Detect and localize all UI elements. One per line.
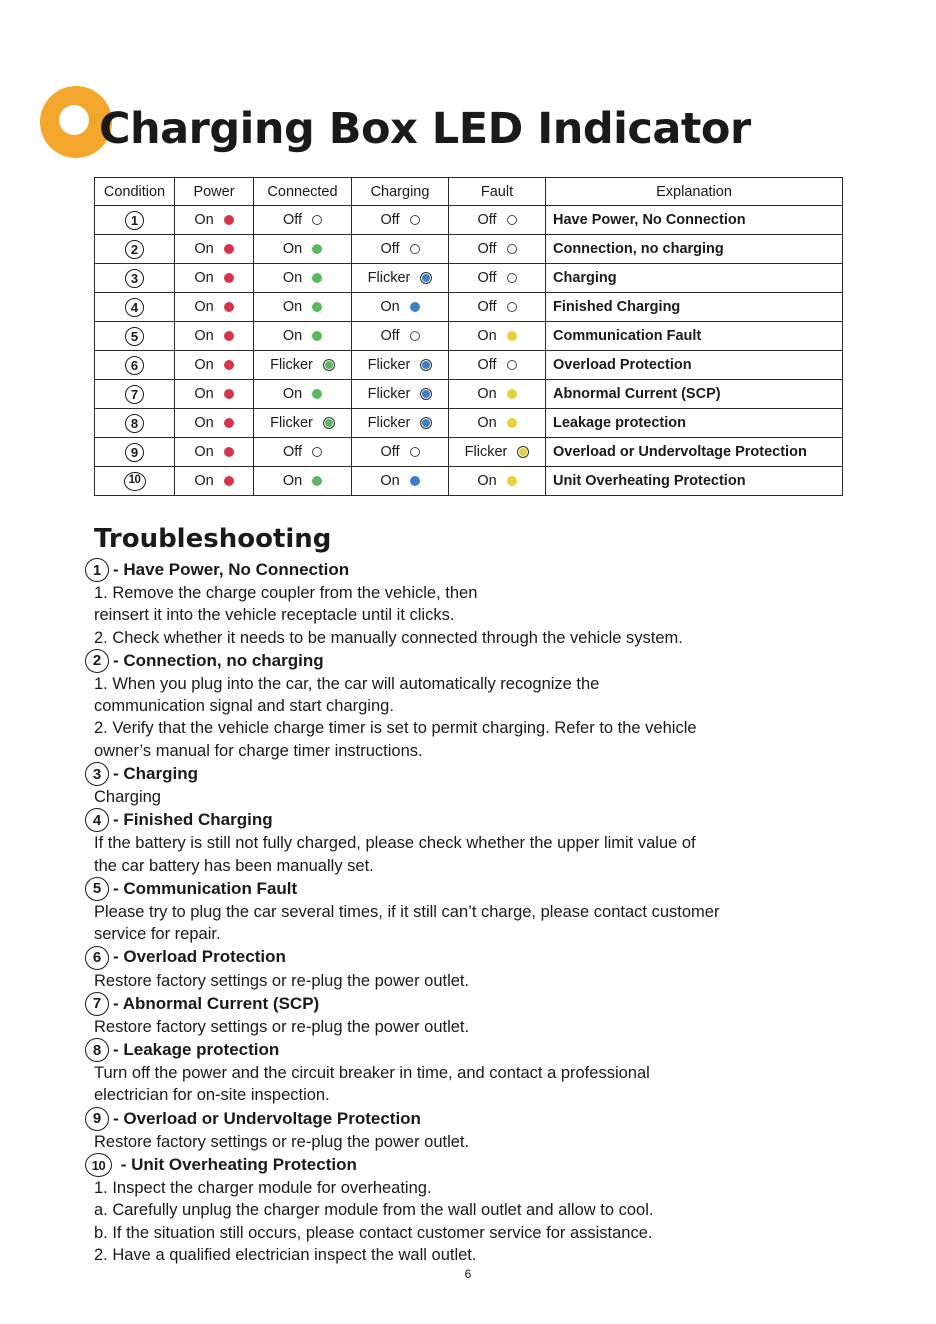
troubleshooting-heading-text: - Overload or Undervoltage Protection xyxy=(113,1108,421,1128)
charging-state-text: Flicker xyxy=(367,357,411,373)
power-cell xyxy=(175,322,254,351)
troubleshooting-text: 2. Verify that the vehicle charge timer is set to permit charging. Refer to the vehicle xyxy=(94,719,697,738)
troubleshooting-text: the car battery has been manually set. xyxy=(94,856,374,875)
charging-state-text: Off xyxy=(380,328,400,344)
charging-cell xyxy=(352,235,449,264)
connected-cell xyxy=(254,293,352,322)
troubleshooting-heading-text: - Overload Protection xyxy=(113,947,286,967)
power-state-text: On xyxy=(194,444,214,460)
led-red-icon xyxy=(224,418,234,428)
led-yellow-icon xyxy=(507,418,517,428)
condition-cell xyxy=(95,293,175,322)
charging-state-text: Flicker xyxy=(367,270,411,286)
fault-cell xyxy=(449,264,546,293)
condition-number: 8 xyxy=(125,414,144,433)
table-row xyxy=(95,380,843,409)
troubleshooting-text: If the battery is still not fully charged, please check whether the upper limit value of xyxy=(94,834,696,853)
condition-number: 9 xyxy=(125,443,144,462)
condition-cell xyxy=(95,409,175,438)
troubleshooting-heading xyxy=(85,1153,865,1177)
power-state-text: On xyxy=(194,241,214,257)
troubleshooting-number: 8 xyxy=(85,1038,109,1062)
led-flicker-yellow-icon xyxy=(517,446,529,458)
table-row xyxy=(95,264,843,293)
connected-cell xyxy=(254,380,352,409)
connected-state-text: Off xyxy=(282,212,303,228)
condition-number: 2 xyxy=(125,240,144,259)
led-green-icon xyxy=(312,331,322,341)
header-fault: Fault xyxy=(449,178,546,206)
led-yellow-icon xyxy=(507,389,517,399)
troubleshooting-heading xyxy=(85,1038,865,1062)
condition-number: 7 xyxy=(125,385,144,404)
led-off-icon xyxy=(312,447,322,457)
led-off-icon xyxy=(507,302,517,312)
troubleshooting-heading xyxy=(85,649,865,673)
power-state-text: On xyxy=(194,299,214,315)
troubleshooting-heading-text: - Abnormal Current (SCP) xyxy=(113,993,320,1013)
charging-state-text: On xyxy=(380,299,400,315)
troubleshooting-heading-text: - Have Power, No Connection xyxy=(113,559,350,579)
explanation-cell: Communication Fault xyxy=(546,322,843,351)
led-red-icon xyxy=(224,244,234,254)
led-red-icon xyxy=(224,476,234,486)
condition-cell xyxy=(95,380,175,409)
led-off-icon xyxy=(410,244,420,254)
troubleshooting-heading xyxy=(85,762,865,786)
fault-cell xyxy=(449,293,546,322)
connected-state-text: On xyxy=(282,386,303,402)
fault-cell xyxy=(449,206,546,235)
led-flicker-blue-icon xyxy=(420,388,432,400)
charging-state-text: On xyxy=(380,473,400,489)
troubleshooting-number: 2 xyxy=(85,649,109,673)
troubleshooting-text: 2. Check whether it needs to be manually connected through the vehicle system. xyxy=(94,628,683,647)
power-state-text: On xyxy=(194,270,214,286)
charging-cell xyxy=(352,380,449,409)
connected-state-text: On xyxy=(282,270,303,286)
condition-cell xyxy=(95,351,175,380)
troubleshooting-text: Please try to plug the car several times, if it still can’t charge, please contact customer xyxy=(94,902,720,921)
power-cell xyxy=(175,380,254,409)
led-off-icon xyxy=(507,215,517,225)
explanation-cell: Leakage protection xyxy=(546,409,843,438)
fault-state-text: On xyxy=(477,386,497,402)
troubleshooting-number: 9 xyxy=(85,1107,109,1131)
troubleshooting-heading xyxy=(85,808,865,832)
condition-number: 6 xyxy=(125,356,144,375)
explanation-cell: Unit Overheating Protection xyxy=(546,467,843,496)
charging-state-text: Off xyxy=(380,212,400,228)
condition-cell xyxy=(95,467,175,496)
fault-cell xyxy=(449,235,546,264)
connected-cell xyxy=(254,409,352,438)
power-cell xyxy=(175,235,254,264)
troubleshooting-text: 1. Inspect the charger module for overheating. xyxy=(94,1179,432,1198)
troubleshooting-heading-text: - Unit Overheating Protection xyxy=(116,1154,357,1174)
condition-number: 1 xyxy=(125,211,144,230)
charging-cell xyxy=(352,467,449,496)
troubleshooting-heading xyxy=(85,877,865,901)
table-row xyxy=(95,467,843,496)
fault-cell xyxy=(449,467,546,496)
troubleshooting-text: electrician for on-site inspection. xyxy=(94,1086,330,1105)
table-row xyxy=(95,351,843,380)
header-explanation: Explanation xyxy=(546,178,843,206)
table-row xyxy=(95,235,843,264)
power-state-text: On xyxy=(194,328,214,344)
connected-cell xyxy=(254,467,352,496)
troubleshooting-text: reinsert it into the vehicle receptacle until it clicks. xyxy=(94,606,455,625)
troubleshooting-text: Restore factory settings or re-plug the power outlet. xyxy=(94,1017,470,1036)
power-state-text: On xyxy=(194,415,214,431)
table-row xyxy=(95,322,843,351)
connected-state-text: On xyxy=(282,241,303,257)
table-row xyxy=(95,206,843,235)
fault-cell xyxy=(449,322,546,351)
fault-cell xyxy=(449,380,546,409)
fault-cell xyxy=(449,351,546,380)
connected-cell xyxy=(254,438,352,467)
troubleshooting-text: communication signal and start charging. xyxy=(94,697,394,716)
troubleshooting-heading-text: - Leakage protection xyxy=(113,1040,280,1059)
led-blue-icon xyxy=(410,302,420,312)
fault-cell xyxy=(449,409,546,438)
led-off-icon xyxy=(507,273,517,283)
led-flicker-green-icon xyxy=(323,359,335,371)
troubleshooting-heading xyxy=(85,1107,865,1131)
troubleshooting-text: service for repair. xyxy=(94,925,221,944)
led-red-icon xyxy=(224,447,234,457)
led-green-icon xyxy=(312,476,322,486)
led-red-icon xyxy=(224,302,234,312)
troubleshooting-number: 7 xyxy=(85,992,109,1016)
fault-state-text: Flicker xyxy=(464,444,508,460)
led-red-icon xyxy=(224,273,234,283)
charging-cell xyxy=(352,264,449,293)
power-cell xyxy=(175,264,254,293)
led-flicker-blue-icon xyxy=(420,417,432,429)
fault-cell xyxy=(449,438,546,467)
troubleshooting-number: 5 xyxy=(85,877,109,901)
connected-state-text: On xyxy=(282,473,303,489)
charging-state-text: Off xyxy=(380,444,400,460)
troubleshooting-number: 10 xyxy=(85,1153,112,1177)
troubleshooting-text: Restore factory settings or re-plug the power outlet. xyxy=(94,971,470,990)
troubleshooting-text: 2. Have a qualified electrician inspect the wall outlet. xyxy=(94,1245,477,1264)
fault-state-text: On xyxy=(477,328,497,344)
connected-state-text: Off xyxy=(282,444,303,460)
power-state-text: On xyxy=(194,473,214,489)
led-blue-icon xyxy=(410,476,420,486)
condition-number: 10 xyxy=(124,472,146,491)
condition-number: 5 xyxy=(125,327,144,346)
table-row xyxy=(95,293,843,322)
header-condition: Condition xyxy=(95,178,175,206)
power-cell xyxy=(175,351,254,380)
explanation-cell: Connection, no charging xyxy=(546,235,843,264)
power-cell xyxy=(175,467,254,496)
troubleshooting-number: 3 xyxy=(85,762,109,786)
led-off-icon xyxy=(410,447,420,457)
connected-cell xyxy=(254,351,352,380)
power-state-text: On xyxy=(194,212,214,228)
connected-state-text: Flicker xyxy=(270,415,313,431)
explanation-cell: Charging xyxy=(546,264,843,293)
troubleshooting-text: owner’s manual for charge timer instructions. xyxy=(94,741,423,760)
led-green-icon xyxy=(312,302,322,312)
troubleshooting-text: Restore factory settings or re-plug the power outlet. xyxy=(94,1132,470,1151)
condition-cell xyxy=(95,264,175,293)
led-flicker-green-icon xyxy=(323,417,335,429)
charging-cell xyxy=(352,409,449,438)
condition-number: 3 xyxy=(125,269,144,288)
condition-cell xyxy=(95,438,175,467)
connected-state-text: On xyxy=(282,299,303,315)
led-off-icon xyxy=(312,215,322,225)
troubleshooting-heading xyxy=(85,558,865,582)
header-charging: Charging xyxy=(352,178,449,206)
explanation-cell: Abnormal Current (SCP) xyxy=(546,380,843,409)
power-cell xyxy=(175,409,254,438)
explanation-cell: Overload or Undervoltage Protection xyxy=(546,438,843,467)
connected-state-text: Flicker xyxy=(270,357,313,373)
troubleshooting-title: Troubleshooting xyxy=(94,524,332,554)
troubleshooting-number: 1 xyxy=(85,558,109,582)
led-flicker-blue-icon xyxy=(420,272,432,284)
troubleshooting-text: a. Carefully unplug the charger module from the wall outlet and allow to cool. xyxy=(94,1201,654,1220)
header-power: Power xyxy=(175,178,254,206)
led-green-icon xyxy=(312,389,322,399)
charging-cell xyxy=(352,351,449,380)
power-cell xyxy=(175,206,254,235)
fault-state-text: On xyxy=(477,415,497,431)
connected-state-text: On xyxy=(282,328,303,344)
led-indicator-table xyxy=(94,177,843,496)
led-red-icon xyxy=(224,360,234,370)
led-off-icon xyxy=(507,244,517,254)
troubleshooting-text: Turn off the power and the circuit breaker in time, and contact a professional xyxy=(94,1064,650,1083)
troubleshooting-heading-text: - Charging xyxy=(113,763,198,783)
condition-cell xyxy=(95,235,175,264)
fault-state-text: Off xyxy=(477,241,497,257)
troubleshooting-heading xyxy=(85,946,865,970)
charging-cell xyxy=(352,206,449,235)
table-row xyxy=(95,409,843,438)
troubleshooting-heading-text: - Finished Charging xyxy=(113,810,273,830)
explanation-cell: Overload Protection xyxy=(546,351,843,380)
connected-cell xyxy=(254,322,352,351)
led-off-icon xyxy=(410,215,420,225)
led-red-icon xyxy=(224,331,234,341)
power-cell xyxy=(175,438,254,467)
page-title: Charging Box LED Indicator xyxy=(99,104,751,154)
page-number: 6 xyxy=(464,1267,472,1281)
connected-cell xyxy=(254,206,352,235)
troubleshooting-text: 1. Remove the charge coupler from the vehicle, then xyxy=(94,584,478,602)
led-off-icon xyxy=(410,331,420,341)
table-row xyxy=(95,438,843,467)
explanation-cell: Finished Charging xyxy=(546,293,843,322)
charging-state-text: Flicker xyxy=(367,415,411,431)
condition-cell xyxy=(95,322,175,351)
led-red-icon xyxy=(224,215,234,225)
fault-state-text: Off xyxy=(477,357,497,373)
led-yellow-icon xyxy=(507,476,517,486)
led-green-icon xyxy=(312,273,322,283)
charging-cell xyxy=(352,438,449,467)
troubleshooting-list xyxy=(85,558,865,1266)
troubleshooting-heading-text: - Communication Fault xyxy=(113,878,298,898)
led-green-icon xyxy=(312,244,322,254)
troubleshooting-heading xyxy=(85,992,865,1016)
power-state-text: On xyxy=(194,386,214,402)
header-connected: Connected xyxy=(254,178,352,206)
fault-state-text: Off xyxy=(477,299,497,315)
condition-cell xyxy=(95,206,175,235)
table-header-row xyxy=(95,178,843,206)
fault-state-text: Off xyxy=(477,212,497,228)
led-red-icon xyxy=(224,389,234,399)
troubleshooting-heading-text: - Connection, no charging xyxy=(113,650,324,670)
led-yellow-icon xyxy=(507,331,517,341)
charging-cell xyxy=(352,293,449,322)
charging-state-text: Off xyxy=(380,241,400,257)
explanation-cell: Have Power, No Connection xyxy=(546,206,843,235)
troubleshooting-number: 4 xyxy=(85,808,109,832)
led-flicker-blue-icon xyxy=(420,359,432,371)
charging-cell xyxy=(352,322,449,351)
fault-state-text: Off xyxy=(477,270,497,286)
power-cell xyxy=(175,293,254,322)
power-state-text: On xyxy=(194,357,214,373)
charging-state-text: Flicker xyxy=(367,386,411,402)
troubleshooting-text: b. If the situation still occurs, please contact customer service for assistance. xyxy=(94,1223,653,1242)
troubleshooting-text: Charging xyxy=(94,788,161,807)
troubleshooting-text: 1. When you plug into the car, the car will automatically recognize the xyxy=(94,674,600,693)
connected-cell xyxy=(254,235,352,264)
condition-number: 4 xyxy=(125,298,144,317)
connected-cell xyxy=(254,264,352,293)
fault-state-text: On xyxy=(477,473,497,489)
led-off-icon xyxy=(507,360,517,370)
troubleshooting-number: 6 xyxy=(85,946,109,970)
